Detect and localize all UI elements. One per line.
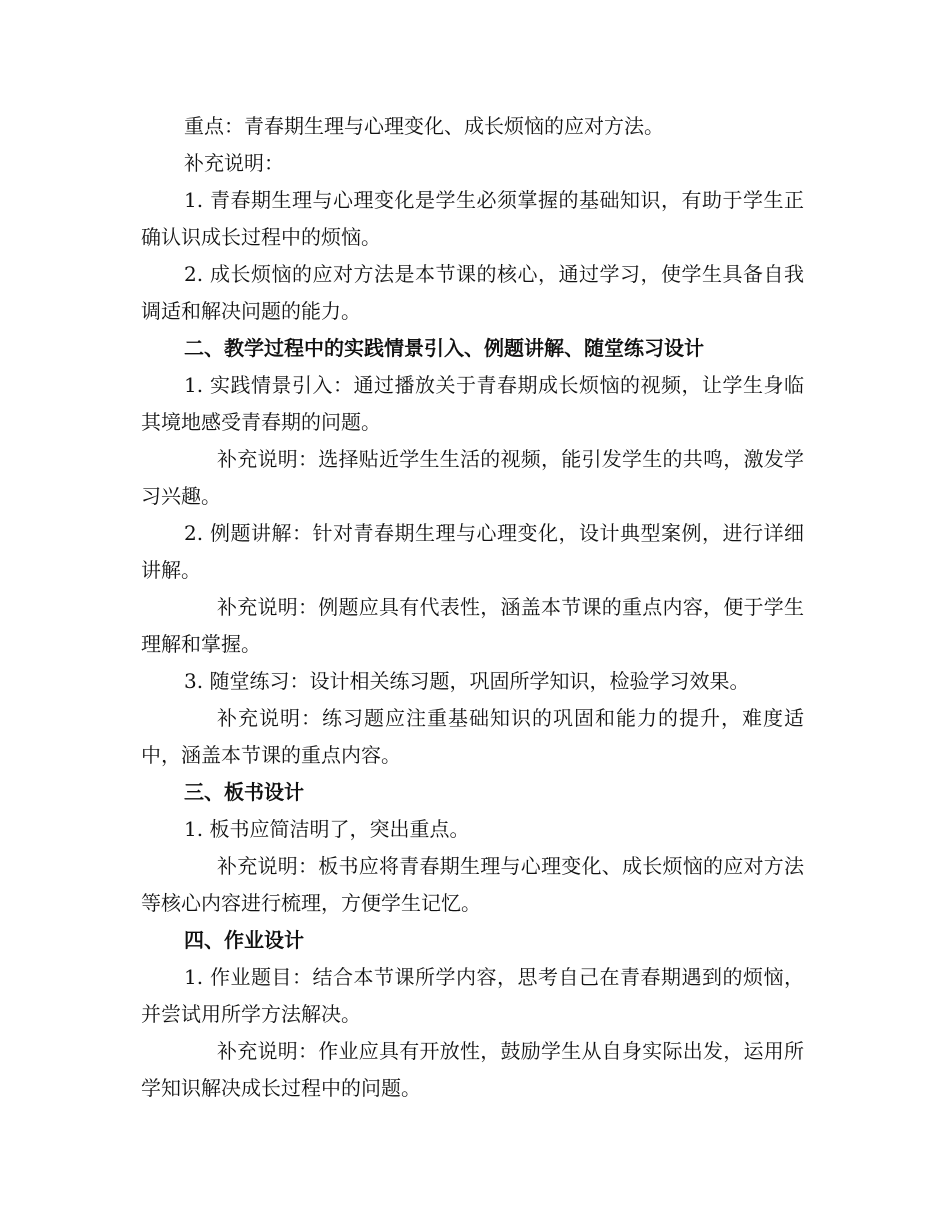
section-heading: 四、作业设计 <box>184 928 304 952</box>
list-item: 3. 随堂练习：设计相关练习题，巩固所学知识，检验学习效果。 <box>184 669 750 693</box>
list-item: 1. 板书应简洁明了，突出重点。 <box>184 817 470 841</box>
supplement-note: 补充说明：作业应具有开放性，鼓励学生从自身实际出发，运用所学知识解决成长过程中的问题。 <box>141 1039 804 1100</box>
list-item: 2. 成长烦恼的应对方法是本节课的核心，通过学习，使学生具备自我调适和解决问题的能力。 <box>141 262 804 323</box>
list-item: 1. 实践情景引入：通过播放关于青春期成长烦恼的视频，让学生身临其境地感受青春期的问题。 <box>141 373 804 434</box>
supplement-note: 补充说明：例题应具有代表性，涵盖本节课的重点内容，便于学生理解和掌握。 <box>141 595 804 656</box>
key-point-paragraph: 重点：青春期生理与心理变化、成长烦恼的应对方法。 <box>184 114 664 138</box>
document-page <box>141 108 804 1107</box>
list-item: 1. 青春期生理与心理变化是学生必须掌握的基础知识，有助于学生正确认识成长过程中的烦恼。 <box>141 188 804 249</box>
section-heading: 三、板书设计 <box>184 780 304 804</box>
supplement-note: 补充说明：选择贴近学生生活的视频，能引发学生的共鸣，激发学习兴趣。 <box>141 447 804 508</box>
supplement-note: 补充说明：板书应将青春期生理与心理变化、成长烦恼的应对方法等核心内容进行梳理，方便学生记忆。 <box>141 854 804 915</box>
supplement-label: 补充说明： <box>184 151 284 175</box>
list-item: 1. 作业题目：结合本节课所学内容，思考自己在青春期遇到的烦恼，并尝试用所学方法解决。 <box>141 965 804 1026</box>
supplement-note: 补充说明：练习题应注重基础知识的巩固和能力的提升，难度适中，涵盖本节课的重点内容。 <box>141 706 804 767</box>
list-item: 2. 例题讲解：针对青春期生理与心理变化，设计典型案例，进行详细讲解。 <box>141 521 804 582</box>
section-heading: 二、教学过程中的实践情景引入、例题讲解、随堂练习设计 <box>184 336 704 360</box>
